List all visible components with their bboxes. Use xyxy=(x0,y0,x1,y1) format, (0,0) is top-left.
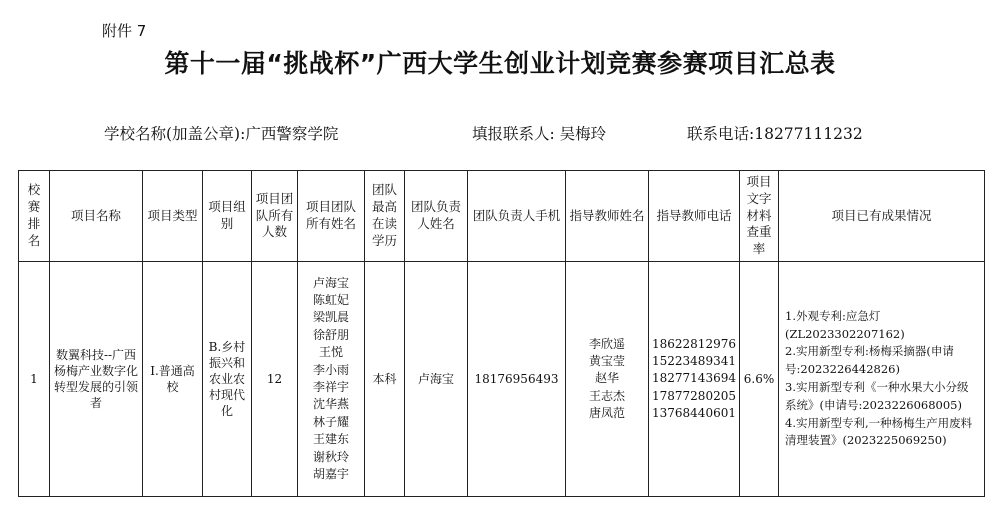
member-name: 林子耀 xyxy=(312,414,349,429)
member-name: 李小雨 xyxy=(312,362,349,377)
member-name: 徐舒朋 xyxy=(312,327,349,342)
members-cell xyxy=(298,262,365,497)
result-item: 1.外观专利:应急灯(ZL2023302207162) xyxy=(785,308,905,341)
project-group-cell: B.乡村振兴和农业农村现代化 xyxy=(203,262,252,497)
duplicate-rate-cell: 6.6% xyxy=(740,262,779,497)
teacher-phone: 13768440601 xyxy=(652,406,736,421)
summary-table xyxy=(18,170,985,497)
teacher-phone: 17877280205 xyxy=(652,388,736,403)
teachers-cell xyxy=(566,262,649,497)
teacher-phones-cell xyxy=(649,262,740,497)
result-item: 4.实用新型专利,一种杨梅生产用废料清理装置》(2023225069250) xyxy=(785,415,973,448)
member-name: 谢秋玲 xyxy=(312,449,349,464)
project-type-cell: I.普通高校 xyxy=(143,262,203,497)
team-count-cell: 12 xyxy=(252,262,298,497)
teacher-name: 李欣遥 xyxy=(588,336,625,351)
member-name: 卢海宝 xyxy=(312,275,349,290)
attachment-label: 附件 7 xyxy=(102,22,147,40)
page-title: 第十一届“挑战杯”广西大学生创业计划竞赛参赛项目汇总表 xyxy=(164,49,836,78)
teacher-phone: 15223489341 xyxy=(652,353,736,368)
member-name: 王悦 xyxy=(318,345,343,360)
education-cell: 本科 xyxy=(365,262,405,497)
header-cell: 项目已有成果情况 xyxy=(779,171,985,262)
rank-cell: 1 xyxy=(19,262,50,497)
result-item: 3.实用新型专利《一种水果大小分级系统》(申请号:2023226068005) xyxy=(785,380,969,412)
member-name: 李祥宇 xyxy=(312,380,349,394)
header-cell: 项目名称 xyxy=(50,171,143,262)
member-name: 梁凯晨 xyxy=(312,310,349,325)
project-name-cell: 数翼科技--广西杨梅产业数字化转型发展的引领者 xyxy=(50,262,143,497)
header-cell: 项目团队所有姓名 xyxy=(298,171,365,262)
header-cell: 团队最高在读学历 xyxy=(365,171,405,262)
header-cell: 项目类型 xyxy=(143,171,203,262)
header-cell: 指导教师姓名 xyxy=(566,171,649,262)
contact-person: 填报联系人: 吴梅玲 xyxy=(472,125,607,143)
header-cell: 项目组别 xyxy=(203,171,252,262)
school-name: 学校名称(加盖公章):广西警察学院 xyxy=(104,125,339,143)
teacher-phone: 18622812976 xyxy=(652,336,736,351)
member-name: 王建东 xyxy=(312,432,349,447)
results-cell xyxy=(779,262,985,497)
member-name: 胡嘉宇 xyxy=(312,466,349,481)
teacher-name: 王志杰 xyxy=(588,388,625,403)
header-cell: 项目团队所有人数 xyxy=(252,171,298,262)
header-cell: 项目文字材料查重率 xyxy=(740,171,779,262)
teacher-name: 唐凤范 xyxy=(588,406,625,421)
header-cell: 团队负责人姓名 xyxy=(405,171,468,262)
header-cell: 指导教师电话 xyxy=(649,171,740,262)
leader-phone-cell: 18176956493 xyxy=(468,262,566,497)
member-name: 陈虹妃 xyxy=(312,293,349,308)
header-cell: 校赛排名 xyxy=(19,171,50,262)
header-cell: 团队负责人手机 xyxy=(468,171,566,262)
member-name: 沈华燕 xyxy=(312,397,349,412)
contact-phone: 联系电话:18277111232 xyxy=(687,125,863,143)
teacher-phone: 18277143694 xyxy=(652,371,736,386)
teacher-name: 黄宝莹 xyxy=(588,353,625,368)
teacher-name: 赵华 xyxy=(594,371,619,386)
table-row xyxy=(19,262,985,497)
leader-name-cell: 卢海宝 xyxy=(405,262,468,497)
table-header-row xyxy=(19,171,985,262)
result-item: 2.实用新型专利:杨梅采摘器(申请号:2023226442826) xyxy=(785,344,954,377)
